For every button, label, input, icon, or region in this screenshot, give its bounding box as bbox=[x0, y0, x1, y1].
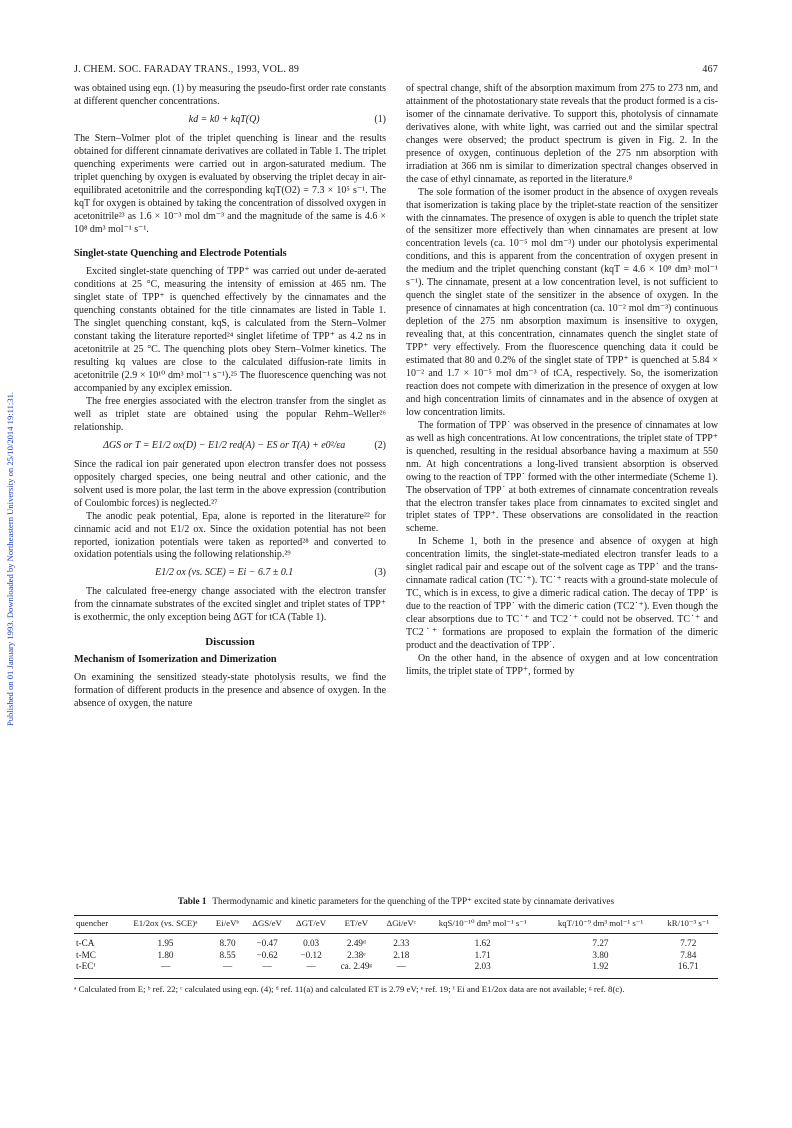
table-cell: 1.71 bbox=[474, 949, 491, 960]
equation-body: E1/2 ox (vs. SCE) = Ei − 6.7 ± 0.1 bbox=[155, 567, 294, 579]
table-cell: t-ECᶠ bbox=[76, 961, 96, 972]
table-cell: 7.72 bbox=[680, 938, 697, 948]
right-column bbox=[406, 83, 718, 679]
section-heading: Singlet-state Quenching and Electrode Potentials bbox=[74, 248, 287, 260]
column-header: ΔGT/eV bbox=[296, 918, 327, 928]
paragraph: was obtained using eqn. (1) by measuring the pseudo-first order rate constants at different quencher concentrations. bbox=[74, 83, 386, 107]
paragraph: The sole formation of the isomer product in the absence of oxygen reveals that isomerization is taking place by the triplet-state reaction of the sensitizer with the cinnamates. The presence of oxygen is able to quench the triplet state of the sensitizer more effectively than when cinnamates are present at low concentration levels (ca. 10⁻⁵ mol dm⁻³) under our photolysis experimental conditions, and this is apparent from the concentration of oxygen present in the medium and the triplet quenching constant (kqT = 4.6 × 10⁸ dm³ mol⁻¹ s⁻¹). The cinnamate, present at a low concentration level, is not sufficient to quench the singlet state of the sensitizer in the absence of oxygen. In the presence of cinnamates at high concentration (ca. 10⁻² mol dm⁻³) continuous depletion of the 275 nm absorption maximum is insensitive to oxygen, revealing that, at this concentration, cinnamates quench the singlet state of TPP⁺ very effectively. From the fluorescence quenching data it could be estimated that 80 and 0.2% of the singlet state of TPP⁺ is quenched at 5.84 × 10⁻² and 1.7 × 10⁻⁵ mol dm⁻³ of tCA, respectively. So, the isomerization reaction does not compete with dimerization in the presence of oxygen at low and high concentration limits of cinnamates and in the absence of oxygen at low concentration limits. bbox=[406, 186, 718, 418]
paragraph: Excited singlet-state quenching of TPP⁺ was carried out under de-aerated conditions at 25 °C, measuring the intensity of emission at 465 nm. The singlet state of TPP⁺ is quenched effectively by the cinnamates and the quenching constants obtained for the title cinnamates are listed in Table 1. The singlet quenching constant, kqS, is calculated from the Stern–Volmer constant taking the literature reported²⁴ singlet lifetime of TPP⁺ as 4.2 ns in acetonitrile at 25 °C. The quenching plots obey Stern–Volmer kinetics. The resulting kq values are close to the calculated diffusion-rate limits in acetonitrile (2.9 × 10¹⁰ dm³ mol⁻¹ s⁻¹).²⁵ The fluorescence quenching was not accompanied by any exciplex emission. bbox=[74, 266, 386, 395]
page-number: 467 bbox=[702, 64, 718, 75]
table-cell: — bbox=[396, 961, 406, 972]
paragraph: The anodic peak potential, Epa, alone is reported in the literature²² for cinnamic acid and not E1/2 ox. Since the oxidation potential has not been reported, ionization potentials were taken as reported²⁸ and converted to oxidation potentials using the following relationship.²⁹ bbox=[74, 510, 386, 561]
column-header: Ei/eVᵇ bbox=[215, 918, 240, 928]
subsection-heading: Mechanism of Isomerization and Dimerization bbox=[74, 654, 277, 666]
table-cell: 3.80 bbox=[592, 949, 609, 960]
journal-citation: J. CHEM. SOC. FARADAY TRANS., 1993, VOL. 89 bbox=[74, 64, 300, 75]
table-cell: 2.18 bbox=[393, 949, 410, 960]
data-table bbox=[74, 916, 718, 979]
table-cell: 0.03 bbox=[303, 938, 320, 948]
paragraph: In Scheme 1, both in the presence and absence of oxygen at high concentration limits, the singlet-state-mediated electron transfer leads to a singlet radical pair and escape out of the solvent cage as TPP˙ and the trans-cinnamate radical cation (TC˙⁺). TC˙⁺ reacts with a ground-state molecule of TC, which is in excess, to give a dimeric radical cation. The decay of TPP˙ is due to the reaction of TPP˙ with the dimeric cation (TC2˙⁺). Even though the clear absorptions due to TC˙⁺ and TC2˙⁺ could not be observed. TC˙⁺ and TC2˙⁺ formations are proposed to explain the formation of the dimeric product and the deactivation of TPP˙. bbox=[406, 536, 718, 651]
table-header-row bbox=[74, 916, 718, 934]
table-caption bbox=[74, 896, 718, 907]
paragraph: The Stern–Volmer plot of the triplet quenching is linear and the results obtained for different cinnamate derivatives are collated in Table 1. The triplet quenching experiments were carried out in argon-saturated medium. The triplet quenching by oxygen is evaluated by observing the triplet decay in air-equilibrated acetonitrile and the corresponding kqT(O2) = 7.3 × 10⁵ s⁻¹. The kqT for oxygen is obtained by taking the concentration of dissolved oxygen in acetonitrile²³ as 1.6 × 10⁻³ mol dm⁻³ and the magnitude of the same is 4.6 × 10⁸ dm³ mol⁻¹ s⁻¹. bbox=[74, 132, 386, 235]
table-cell: t-MC bbox=[76, 949, 96, 960]
paragraph: The free energies associated with the electron transfer from the singlet as well as triplet state are obtained using the popular Rehm–Weller²⁶ relationship. bbox=[74, 395, 386, 433]
equation-3 bbox=[74, 567, 386, 580]
table-cell: 7.84 bbox=[680, 949, 697, 960]
equation-number: (2) bbox=[374, 439, 386, 451]
table-cell: 2.33 bbox=[393, 938, 410, 948]
running-header bbox=[74, 64, 718, 78]
equation-number: (3) bbox=[374, 567, 386, 579]
table-row bbox=[74, 961, 718, 978]
table-caption-text: Thermodynamic and kinetic parameters for the quenching of the TPP⁺ excited state by cinnamate derivatives bbox=[212, 896, 615, 906]
table-cell: 1.80 bbox=[157, 949, 174, 960]
table-cell: 1.95 bbox=[157, 938, 174, 948]
table-row bbox=[74, 934, 718, 950]
table-cell: −0.47 bbox=[256, 938, 278, 948]
table-footnote: ᵃ Calculated from E; ᵇ ref. 22; ᶜ calculated using eqn. (4); ᵈ ref. 11(a) and calculated ET is 2.79 eV; ᵉ ref. 19; ᶠ Ei and E1/2ox data are not available; ᵍ ref. 8(c). bbox=[74, 983, 625, 994]
table-cell: 2.49ᵈ bbox=[346, 938, 366, 948]
table-cell: — bbox=[222, 961, 233, 972]
discussion-heading: Discussion bbox=[205, 636, 255, 649]
column-header: kqS/10⁻¹⁰ dm³ mol⁻¹ s⁻¹ bbox=[438, 918, 527, 928]
column-header: ET/eV bbox=[344, 918, 369, 928]
table-cell: — bbox=[306, 961, 316, 972]
table-cell: t-CA bbox=[76, 938, 95, 948]
paragraph: of spectral change, shift of the absorption maximum from 275 to 273 nm, and attainment of the photostationary state reveals that the product formed is a cis-isomer of the cinnamate derivative. To support this, photolysis of cinnamate derivatives alone, with white light, was carried out and the similar spectral changes were observed; the product spectrum is given in Fig. 2. In the presence of oxygen, continuous depletion of the 275 nm absorption with irradiation at 366 nm is similar to dimerization spectral changes observed in the case of ethyl cinnamate, as reported in the literature.⁸ bbox=[406, 83, 718, 185]
table-cell: 1.62 bbox=[474, 938, 491, 948]
table-cell: 7.27 bbox=[592, 938, 609, 948]
left-column bbox=[74, 83, 386, 711]
download-watermark-text: Published on 01 January 1993. Downloaded by Northeastern University on 25/10/2014 19:11:31. bbox=[5, 391, 15, 727]
table-cell: −0.62 bbox=[256, 949, 278, 960]
table-1 bbox=[74, 896, 718, 995]
column-header: E1/2ox (vs. SCE)ᵃ bbox=[133, 918, 198, 928]
table-cell: ca. 2.49ᵍ bbox=[340, 961, 373, 972]
equation-body: ΔGS or T = E1/2 ox(D) − E1/2 red(A) − ES or T(A) + e0²/εa bbox=[103, 439, 346, 451]
paragraph: The calculated free-energy change associated with the electron transfer from the cinnamate substrates of the excited singlet and triplet states of TPP⁺ is exothermic, the only exception being ΔGT for tCA (Table 1). bbox=[74, 586, 386, 624]
column-header: ΔGi/eVᶜ bbox=[386, 918, 416, 928]
paragraph: On the other hand, in the absence of oxygen and at low concentration limits, the triplet state of TPP⁺, formed by bbox=[406, 652, 718, 677]
table-label: Table 1 bbox=[177, 896, 207, 906]
table-cell: 2.38ᵉ bbox=[347, 949, 366, 960]
table-row bbox=[74, 950, 718, 962]
table-cell: 8.70 bbox=[219, 938, 236, 948]
table-cell: 8.55 bbox=[219, 949, 236, 960]
table-cell: 2.03 bbox=[474, 961, 491, 972]
paragraph: The formation of TPP˙ was observed in the presence of cinnamates at low as well as high concentrations. At low concentrations, the triplet state of TPP⁺ is quenched, resulting in the residual absorbance having a maximum at 550 nm. At high concentrations a long-lived transient absorption is observed owing to the reaction of TPP˙ formed with the other intermediate (Scheme 1). The observation of TPP˙ at both extremes of cinnamate concentration reveals that the electron transfer takes place from cinnamates to excited singlet and triplet states of TPP⁺. These observations are consolidated in the reaction scheme. bbox=[406, 419, 718, 535]
column-header: kR/10⁻³ s⁻¹ bbox=[667, 918, 710, 928]
download-watermark bbox=[4, 300, 20, 820]
table-cell: — bbox=[262, 961, 272, 972]
equation-number: (1) bbox=[374, 113, 386, 125]
paragraph: Since the radical ion pair generated upon electron transfer does not possess oppositely charged species, one being neutral and other cationic, and the solvent used is more polar, the last term in the above expression (contribution of Coulombic forces) is neglected.²⁷ bbox=[74, 458, 386, 509]
table-cell: −0.12 bbox=[300, 949, 322, 960]
table-cell: 16.71 bbox=[677, 961, 699, 972]
table-cell: — bbox=[160, 961, 171, 972]
equation-1 bbox=[74, 114, 386, 127]
column-header: quencher bbox=[76, 918, 109, 928]
table-cell: 1.92 bbox=[592, 961, 609, 972]
equation-body: kd = k0 + kqT(Q) bbox=[188, 113, 260, 125]
equation-2 bbox=[74, 440, 386, 453]
column-header: kqT/10⁻⁹ dm³ mol⁻¹ s⁻¹ bbox=[557, 918, 644, 928]
column-header: ΔGS/eV bbox=[252, 918, 282, 928]
paragraph: On examining the sensitized steady-state photolysis results, we find the formation of different products in the presence and absence of oxygen. In the absence of oxygen, the nature bbox=[74, 672, 386, 710]
